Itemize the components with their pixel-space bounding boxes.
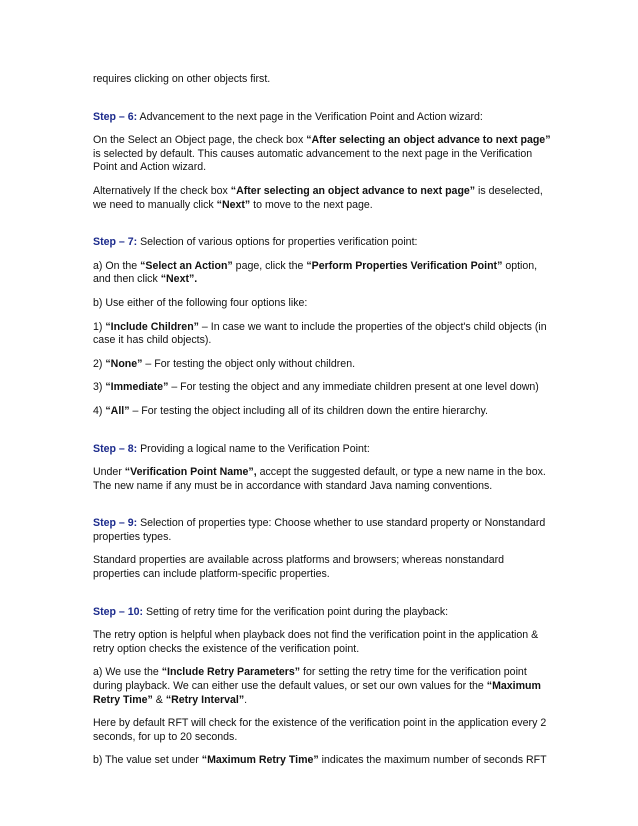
step-10-paragraph-default: Here by default RFT will check for the existence of the verification point in the application every 2 seconds, for up to 20 seconds. <box>93 717 547 743</box>
step-6-paragraph-alternative: Alternatively If the check box “After selecting an object advance to next page” is deselected, we need to manually click “Next” to move to the next page. <box>93 184 543 211</box>
paragraph-continuation: requires clicking on other objects first. <box>93 73 271 85</box>
step-10-paragraph-a: a) We use the “Include Retry Parameters” for setting the retry time for the verification point during playback. We can either use the default values, or set our own values for the “Maximum Retry Time” & “Retry Interval”. <box>93 666 541 706</box>
step-6-paragraph-default: On the Select an Object page, the check box “After selecting an object advance to next page” is selected by default. This causes automatic advancement to the next page in the Verification Point and Action wizard. <box>93 134 551 174</box>
option-all: 4) “All” – For testing the object including all of its children down the entire hierarchy. <box>93 404 488 417</box>
option-immediate: 3) “Immediate” – For testing the object and any immediate children present at one level down) <box>93 381 539 394</box>
step-10-label: Step – 10: <box>93 605 144 618</box>
document-page <box>93 73 553 768</box>
step-7-paragraph-a: a) On the “Select an Action” page, click the “Perform Properties Verification Point” option, and then click “Next”. <box>93 259 538 286</box>
step-10-paragraph-intro: The retry option is helpful when playback does not find the verification point in the application & retry option checks the existence of the verification point. <box>93 629 539 655</box>
step-6-heading: Step – 6: Advancement to the next page in the Verification Point and Action wizard: <box>93 110 483 123</box>
option-include-children: 1) “Include Children” – In case we want to include the properties of the object's child objects (in case it has child objects). <box>93 320 547 347</box>
step-8-heading: Step – 8: Providing a logical name to the Verification Point: <box>93 442 370 455</box>
step-7-label: Step – 7: <box>93 236 138 249</box>
step-10-heading: Step – 10: Setting of retry time for the verification point during the playback: <box>93 605 449 618</box>
step-8-label: Step – 8: <box>93 442 138 455</box>
step-9-paragraph: Standard properties are available across platforms and browsers; whereas nonstandard properties can include platform-specific properties. <box>93 554 505 581</box>
step-9-heading: Step – 9: Selection of properties type: Choose whether to use standard property or Nonstandard properties types. <box>93 517 546 543</box>
step-7-heading: Step – 7: Selection of various options for properties verification point: <box>93 236 418 249</box>
step-6-label: Step – 6: <box>93 110 138 123</box>
step-10-paragraph-b: b) The value set under “Maximum Retry Time” indicates the maximum number of seconds RFT <box>93 754 547 767</box>
option-none: 2) “None” – For testing the object only without children. <box>93 357 356 370</box>
step-8-paragraph: Under “Verification Point Name”, accept the suggested default, or type a new name in the box. The new name if any must be in accordance with standard Java naming conventions. <box>93 466 546 492</box>
step-7-paragraph-b: b) Use either of the following four options like: <box>93 296 308 309</box>
step-9-label: Step – 9: <box>93 517 138 530</box>
